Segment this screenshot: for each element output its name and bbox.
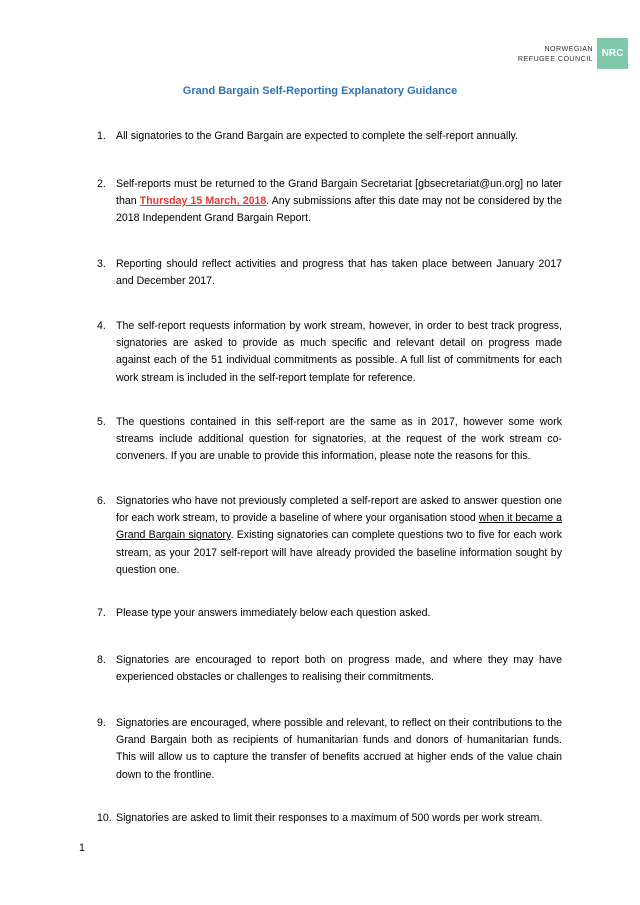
item-number: 1. — [97, 130, 106, 142]
deadline-date: Thursday 15 March, 2018 — [139, 195, 267, 208]
logo-line-2: REFUGEE COUNCIL — [517, 53, 593, 63]
item-text: The questions contained in this self-report are the same as in 2017, however some work streams include additional question for signatories, at the request of the work stream co-conveners. If you are unable to provide this information, please note the reasons for this. — [116, 416, 562, 463]
item-number: 9. — [97, 717, 106, 729]
item-text: Signatories who have not previously completed a self-report are asked to answer question one for each work stream, to provide a baseline of where your organisation stood when it became a Grand Bargain signatory. Existing signatories can complete questions two to five for each work stream, as your 2017 self-report will have already provided the baseline information sought by question one. — [116, 495, 562, 576]
logo-line-1: NORWEGIAN — [544, 44, 593, 53]
item-text: Self-reports must be returned to the Grand Bargain Secretariat [gbsecretariat@un.org] no later than Thursday 15 March, 2018. Any submissions after this date may not be considered by the 2018 Independent Grand Bargain Report. — [116, 178, 562, 225]
page-number: 1 — [79, 842, 85, 854]
logo-mark: NRC — [597, 38, 628, 69]
item-text: Signatories are encouraged, where possible and relevant, to reflect on their contributions to the Grand Bargain both as recipients of humanitarian funds and donors of humanitarian funds. This will allow us to capture the transfer of benefits accrued at higher ends of the value chain down to the frontline. — [116, 717, 562, 781]
page-title: Grand Bargain Self-Reporting Explanatory Guidance — [182, 85, 458, 97]
item-text: The self-report requests information by work stream, however, in order to best track progress, signatories are asked to provide as much specific and relevant detail on progress made against each of the 51 individual commitments as possible. A full list of commitments for each work stream is included in the self-report template for reference. — [116, 320, 562, 384]
item-text: Signatories are encouraged to report both on progress made, and where they may have experienced obstacles or challenges to realising their commitments. — [116, 654, 562, 684]
underlined-phrase: when it became a Grand Bargain signatory — [116, 512, 562, 542]
item-text: Reporting should reflect activities and progress that has taken place between January 2017 and December 2017. — [116, 258, 562, 288]
item-number: 6. — [97, 495, 106, 507]
item-text: All signatories to the Grand Bargain are expected to complete the self-report annually. — [116, 130, 519, 142]
item-number: 7. — [97, 607, 106, 619]
nrc-logo — [518, 38, 628, 69]
item-number: 3. — [97, 258, 106, 270]
logo-text — [518, 44, 593, 63]
item-number: 8. — [97, 654, 106, 666]
item-number: 10. — [97, 812, 112, 824]
item-number: 5. — [97, 416, 106, 428]
item-number: 2. — [97, 178, 106, 190]
item-text: Signatories are asked to limit their responses to a maximum of 500 words per work stream. — [116, 812, 543, 824]
item-number: 4. — [97, 320, 106, 332]
item-text: Please type your answers immediately below each question asked. — [116, 607, 431, 619]
